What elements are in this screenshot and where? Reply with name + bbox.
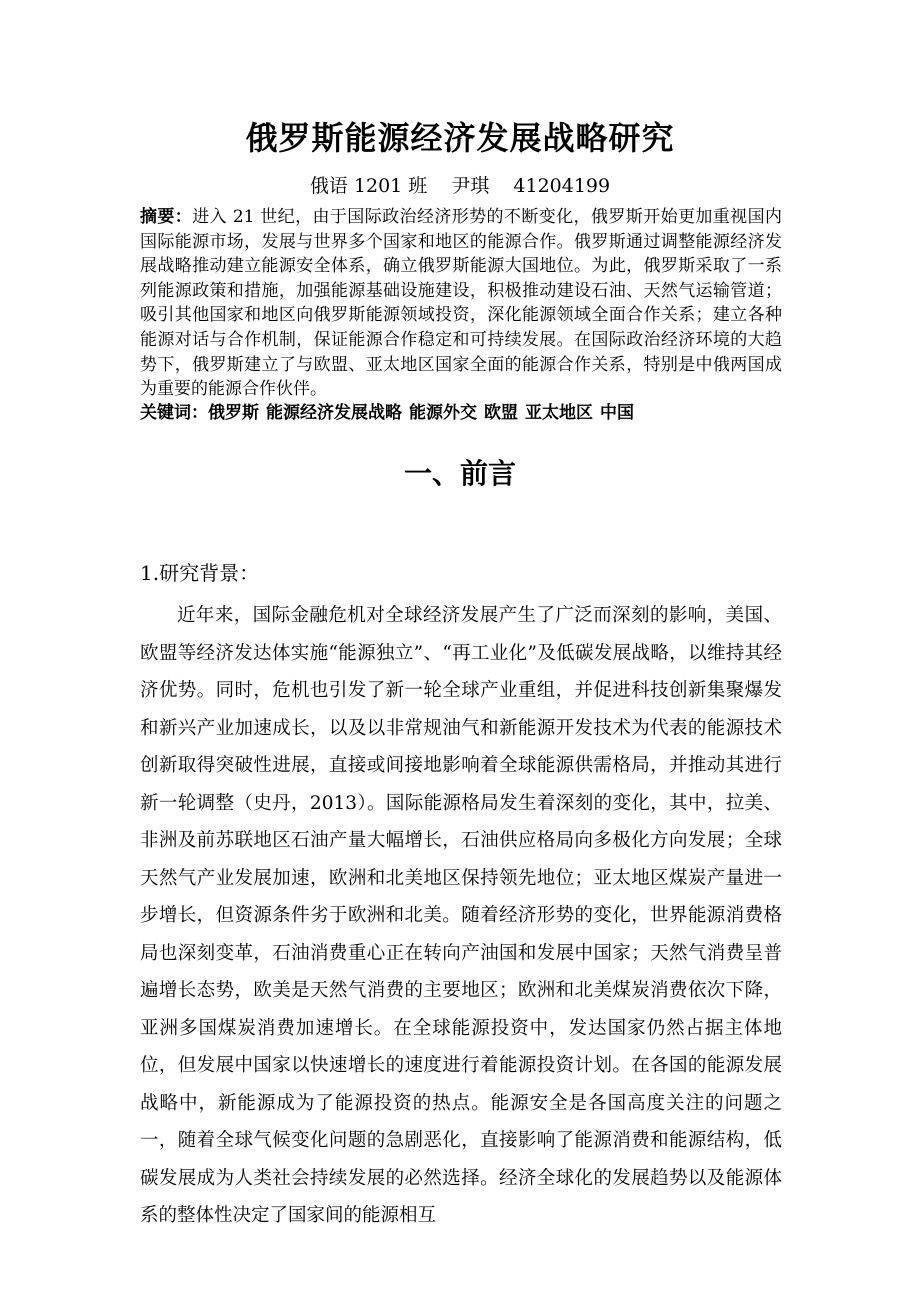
author-name: 尹琪 [451, 175, 490, 197]
author-class: 俄语 1201 班 [309, 175, 428, 197]
abstract-text: 进入 21 世纪，由于国际政治经济形势的不断变化，俄罗斯开始更加重视国内国际能源市场，发展与世界多个国家和地区的能源合作。俄罗斯通过调整能源经济发展战略推动建立能源安全体系，确立俄罗斯能源大国地位。为此，俄罗斯采取了一系列能源政策和措施，加强能源基础设施建设，积极推动建设石油、天然气运输管道；吸引其他国家和地区向俄罗斯能源领域投资，深化能源领域全面合作关系；建立各种能源对话与合作机制，保证能源合作稳定和可持续发展。在国际政治经济环境的大趋势下，俄罗斯建立了与欧盟、亚太地区国家全面的能源合作关系，特别是中俄两国成为重要的能源合作伙伴。 [140, 207, 782, 400]
keyword: 能源经济发展战略 [266, 403, 402, 423]
keywords [140, 401, 800, 426]
keyword: 俄罗斯 [208, 403, 259, 423]
subsection-heading: 1.研究背景： [140, 561, 260, 585]
keyword: 亚太地区 [525, 403, 593, 423]
paper-title: 俄罗斯能源经济发展战略研究 [245, 119, 675, 157]
author-line [0, 171, 920, 198]
keyword: 欧盟 [484, 403, 518, 423]
author-id: 41204199 [513, 175, 611, 197]
body-paragraph: 近年来，国际金融危机对全球经济发展产生了广泛而深刻的影响，美国、欧盟等经济发达体实施“能源独立”、“再工业化”及低碳发展战略，以维持其经济优势。同时，危机也引发了新一轮全球产业重组，并促进科技创新集聚爆发和新兴产业加速成长，以及以非常规油气和新能源开发技术为代表的能源技术创新取得突破性进展，直接或间接地影响着全球能源供需格局，并推动其进行新一轮调整（史丹，2013）。国际能源格局发生着深刻的变化，其中，拉美、非洲及前苏联地区石油产量大幅增长，石油供应格局向多极化方向发展；全球天然气产业发展加速，欧洲和北美地区保持领先地位；亚太地区煤炭产量进一步增长，但资源条件劣于欧洲和北美。随着经济形势的变化，世界能源消费格局也深刻变革，石油消费重心正在转向产油国和发展中国家；天然气消费呈普遍增长态势，欧美是天然气消费的主要地区；欧洲和北美煤炭消费依次下降，亚洲多国煤炭消费加速增长。在全球能源投资中，发达国家仍然占据主体地位，但发展中国家以快速增长的速度进行着能源投资计划。在各国的能源发展战略中，新能源成为了能源投资的热点。能源安全是各国高度关注的问题之一，随着全球气候变化问题的急剧恶化，直接影响了能源消费和能源结构，低碳发展成为人类社会持续发展的必然选择。经济全球化的发展趋势以及能源体系的整体性决定了国家间的能源相互 [140, 605, 782, 1226]
keywords-label: 关键词： [140, 403, 208, 423]
section-heading: 一、前言 [403, 457, 516, 490]
abstract [140, 205, 782, 402]
abstract-label: 摘要： [140, 207, 193, 227]
keyword: 中国 [600, 403, 634, 423]
keyword: 能源外交 [409, 403, 477, 423]
